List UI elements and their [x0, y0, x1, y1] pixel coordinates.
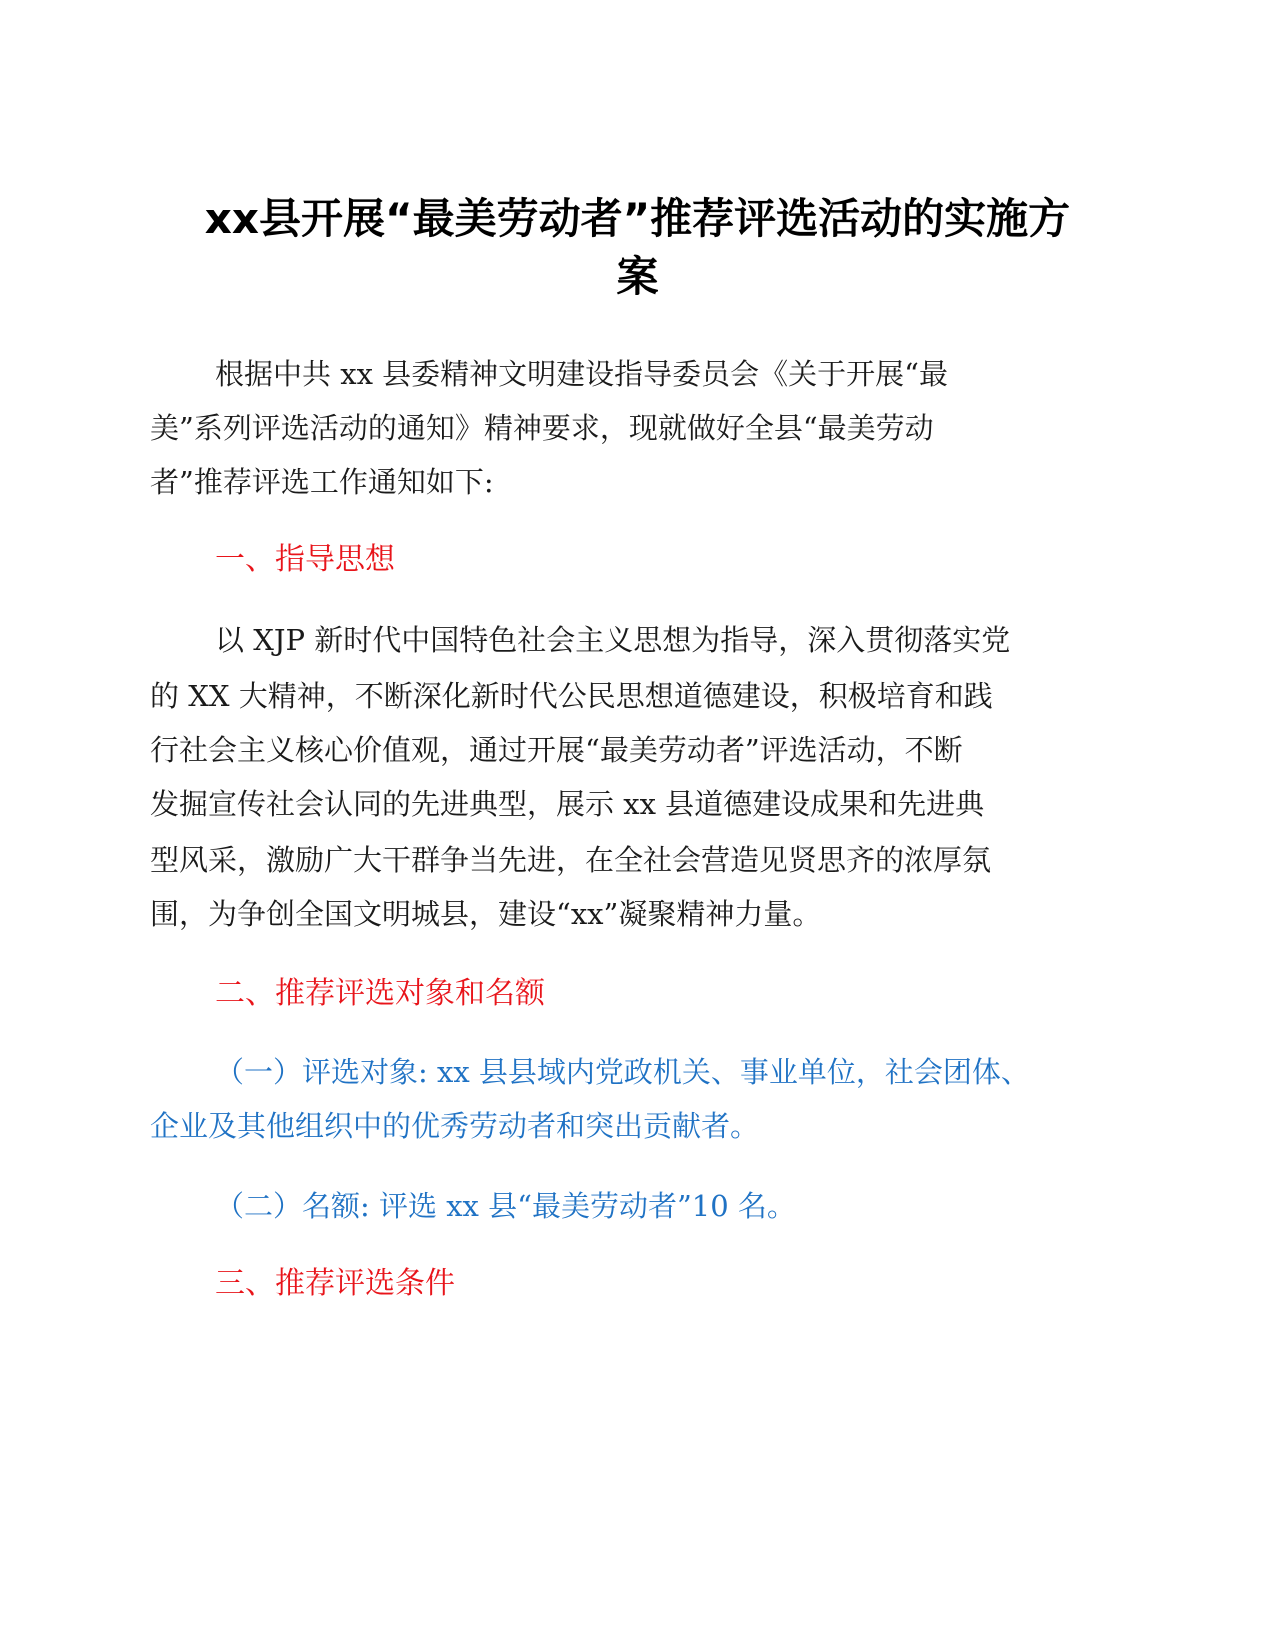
section-1-line-6: 围，为争创全国文明城县，建设“xx”凝聚精神力量。 [150, 897, 822, 931]
section-1-heading: 一、指导思想 [215, 542, 395, 577]
section-2-item-2: （二）名额: 评选 xx 县“最美劳动者”10 名。 [215, 1189, 796, 1223]
intro-line-2: 美”系列评选活动的通知》精神要求，现就做好全县“最美劳动 [150, 411, 934, 445]
document-title-line-1: xx县开展“最美劳动者”推荐评选活动的实施方 [204, 194, 1071, 243]
section-2-heading: 二、推荐评选对象和名额 [215, 976, 545, 1011]
section-1-line-5: 型风采，激励广大干群争当先进，在全社会营造见贤思齐的浓厚氛 [150, 843, 992, 877]
section-3-heading: 三、推荐评选条件 [215, 1266, 455, 1301]
section-1-line-4: 发掘宣传社会认同的先进典型，展示 xx 县道德建设成果和先进典 [150, 787, 985, 821]
intro-line-3: 者”推荐评选工作通知如下: [150, 465, 494, 499]
section-1-line-2: 的 XX 大精神，不断深化新时代公民思想道德建设，积极培育和践 [150, 679, 993, 713]
intro-line-1: 根据中共 xx 县委精神文明建设指导委员会《关于开展“最 [215, 357, 948, 391]
section-1-line-3: 行社会主义核心价值观，通过开展“最美劳动者”评选活动，不断 [150, 733, 963, 767]
document-title-line-2: 案 [616, 252, 659, 301]
section-1-line-1: 以 XJP 新时代中国特色社会主义思想为指导，深入贯彻落实党 [215, 623, 1011, 657]
section-2-item-1-line-2: 企业及其他组织中的优秀劳动者和突出贡献者。 [150, 1109, 760, 1143]
section-2-item-1-line-1: （一）评选对象: xx 县县域内党政机关、事业单位，社会团体、 [215, 1055, 1030, 1089]
